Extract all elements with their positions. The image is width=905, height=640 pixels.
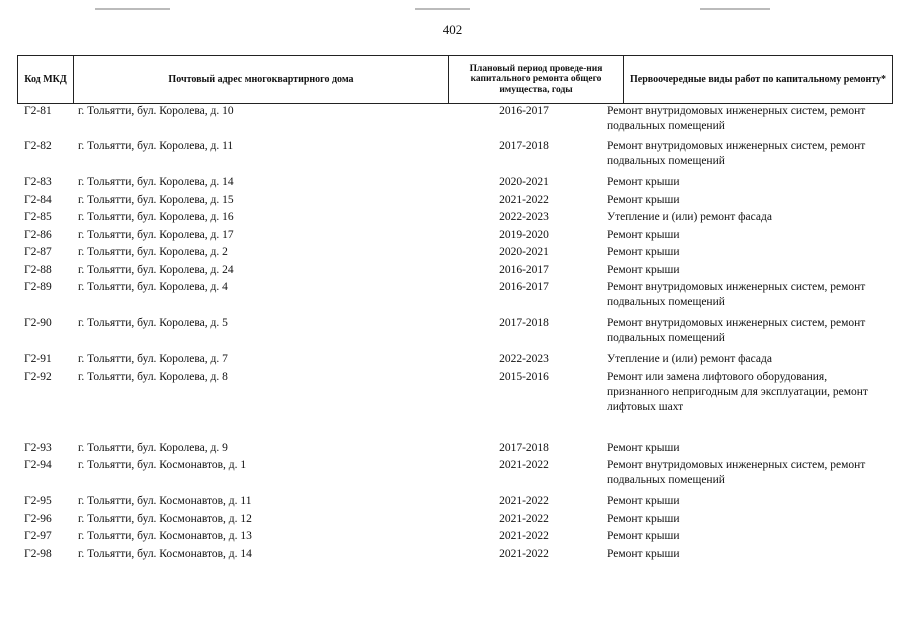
row-period: 2017-2018 <box>499 441 549 454</box>
row-works: Ремонт внутридомовых инженерных систем, ремонт подвальных помещений <box>607 140 866 167</box>
table-row <box>0 527 905 545</box>
row-works: Ремонт крыши <box>607 193 680 206</box>
row-address: г. Тольятти, бул. Королева, д. 10 <box>78 105 234 117</box>
row-code: Г2-97 <box>24 530 52 542</box>
row-address: г. Тольятти, бул. Космонавтов, д. 13 <box>78 530 252 542</box>
row-code: Г2-87 <box>24 246 52 258</box>
row-address: г. Тольятти, бул. Королева, д. 5 <box>78 317 228 329</box>
row-period: 2016-2017 <box>499 263 549 276</box>
row-address: г. Тольятти, бул. Королева, д. 16 <box>78 211 234 223</box>
row-works: Ремонт крыши <box>607 228 680 241</box>
row-works: Ремонт крыши <box>607 495 680 507</box>
row-code: Г2-91 <box>24 353 52 365</box>
row-works: Утепление и (или) ремонт фасада <box>607 211 772 223</box>
row-code: Г2-89 <box>24 281 52 293</box>
row-works: Ремонт крыши <box>607 512 680 525</box>
scan-artifact <box>415 8 470 10</box>
row-address: г. Тольятти, бул. Королева, д. 4 <box>78 281 228 293</box>
table-row <box>0 243 905 261</box>
row-code: Г2-83 <box>24 176 52 188</box>
row-period: 2021-2022 <box>499 459 549 471</box>
row-address: г. Тольятти, бул. Королева, д. 9 <box>78 441 228 454</box>
table-row <box>0 278 905 314</box>
row-code: Г2-95 <box>24 495 52 507</box>
row-period: 2017-2018 <box>499 317 549 329</box>
row-works: Ремонт крыши <box>607 547 680 560</box>
scan-artifact <box>95 8 170 10</box>
row-period: 2022-2023 <box>499 353 549 365</box>
row-code: Г2-94 <box>24 459 52 471</box>
row-period: 2015-2016 <box>499 370 549 383</box>
row-address: г. Тольятти, бул. Королева, д. 2 <box>78 246 228 258</box>
row-works: Ремонт внутридомовых инженерных систем, ремонт подвальных помещений <box>607 459 866 486</box>
row-address: г. Тольятти, бул. Королева, д. 8 <box>78 370 228 383</box>
row-code: Г2-88 <box>24 263 52 276</box>
table-header <box>17 55 893 104</box>
row-works: Утепление и (или) ремонт фасада <box>607 353 772 365</box>
row-code: Г2-81 <box>24 105 52 117</box>
row-works: Ремонт крыши <box>607 246 680 258</box>
table-row <box>0 492 905 510</box>
table-row <box>0 368 905 439</box>
row-address: г. Тольятти, бул. Космонавтов, д. 14 <box>78 547 252 560</box>
row-address: г. Тольятти, бул. Королева, д. 24 <box>78 263 234 276</box>
row-works: Ремонт крыши <box>607 441 680 454</box>
row-code: Г2-92 <box>24 370 52 383</box>
row-works: Ремонт крыши <box>607 263 680 276</box>
row-period: 2021-2022 <box>499 512 549 525</box>
row-address: г. Тольятти, бул. Королева, д. 17 <box>78 228 234 241</box>
row-address: г. Тольятти, бул. Королева, д. 7 <box>78 353 228 365</box>
table-row <box>0 314 905 350</box>
row-period: 2017-2018 <box>499 140 549 152</box>
scan-artifact <box>700 8 770 10</box>
row-code: Г2-90 <box>24 317 52 329</box>
row-period: 2016-2017 <box>499 105 549 117</box>
row-address: г. Тольятти, бул. Космонавтов, д. 1 <box>78 459 247 471</box>
row-works: Ремонт крыши <box>607 530 680 542</box>
row-period: 2020-2021 <box>499 176 549 188</box>
table-row <box>0 137 905 173</box>
row-code: Г2-84 <box>24 193 52 206</box>
table-body <box>0 102 905 562</box>
row-works: Ремонт внутридомовых инженерных систем, ремонт подвальных помещений <box>607 317 866 344</box>
table-row <box>0 226 905 244</box>
row-period: 2021-2022 <box>499 495 549 507</box>
header-works: Первоочередные виды работ по капитальному ремонту* <box>624 56 893 103</box>
table-row <box>0 261 905 279</box>
header-code: Код МКД <box>17 56 74 103</box>
row-period: 2020-2021 <box>499 246 549 258</box>
row-address: г. Тольятти, бул. Королева, д. 15 <box>78 193 234 206</box>
row-period: 2021-2022 <box>499 193 549 206</box>
row-code: Г2-98 <box>24 547 52 560</box>
table-row <box>0 350 905 368</box>
header-address: Почтовый адрес многоквартирного дома <box>74 56 449 103</box>
table-row <box>0 456 905 492</box>
row-period: 2021-2022 <box>499 530 549 542</box>
table-row <box>0 510 905 528</box>
page-number: 402 <box>442 22 463 37</box>
row-address: г. Тольятти, бул. Королева, д. 14 <box>78 176 234 188</box>
row-address: г. Тольятти, бул. Королева, д. 11 <box>78 140 234 152</box>
row-code: Г2-96 <box>24 512 52 525</box>
header-period: Плановый период проведе-ния капитального ремонта общего имущества, годы <box>449 56 624 103</box>
row-period: 2022-2023 <box>499 211 549 223</box>
row-period: 2016-2017 <box>499 281 549 293</box>
table-row <box>0 173 905 191</box>
row-period: 2021-2022 <box>499 547 549 560</box>
table-row <box>0 208 905 226</box>
row-works: Ремонт внутридомовых инженерных систем, ремонт подвальных помещений <box>607 281 866 308</box>
table-row <box>0 439 905 457</box>
row-works: Ремонт или замена лифтового оборудования, признанного непригодным для эксплуатации, ремонт лифтовых шахт <box>607 370 868 413</box>
table-row <box>0 102 905 137</box>
row-works: Ремонт крыши <box>607 176 680 188</box>
table-row <box>0 191 905 209</box>
row-period: 2019-2020 <box>499 228 549 241</box>
row-code: Г2-86 <box>24 228 52 241</box>
row-code: Г2-93 <box>24 441 52 454</box>
row-address: г. Тольятти, бул. Космонавтов, д. 11 <box>78 495 252 507</box>
row-code: Г2-82 <box>24 140 52 152</box>
row-works: Ремонт внутридомовых инженерных систем, ремонт подвальных помещений <box>607 105 866 132</box>
row-code: Г2-85 <box>24 211 52 223</box>
table-row <box>0 545 905 563</box>
row-address: г. Тольятти, бул. Космонавтов, д. 12 <box>78 512 252 525</box>
